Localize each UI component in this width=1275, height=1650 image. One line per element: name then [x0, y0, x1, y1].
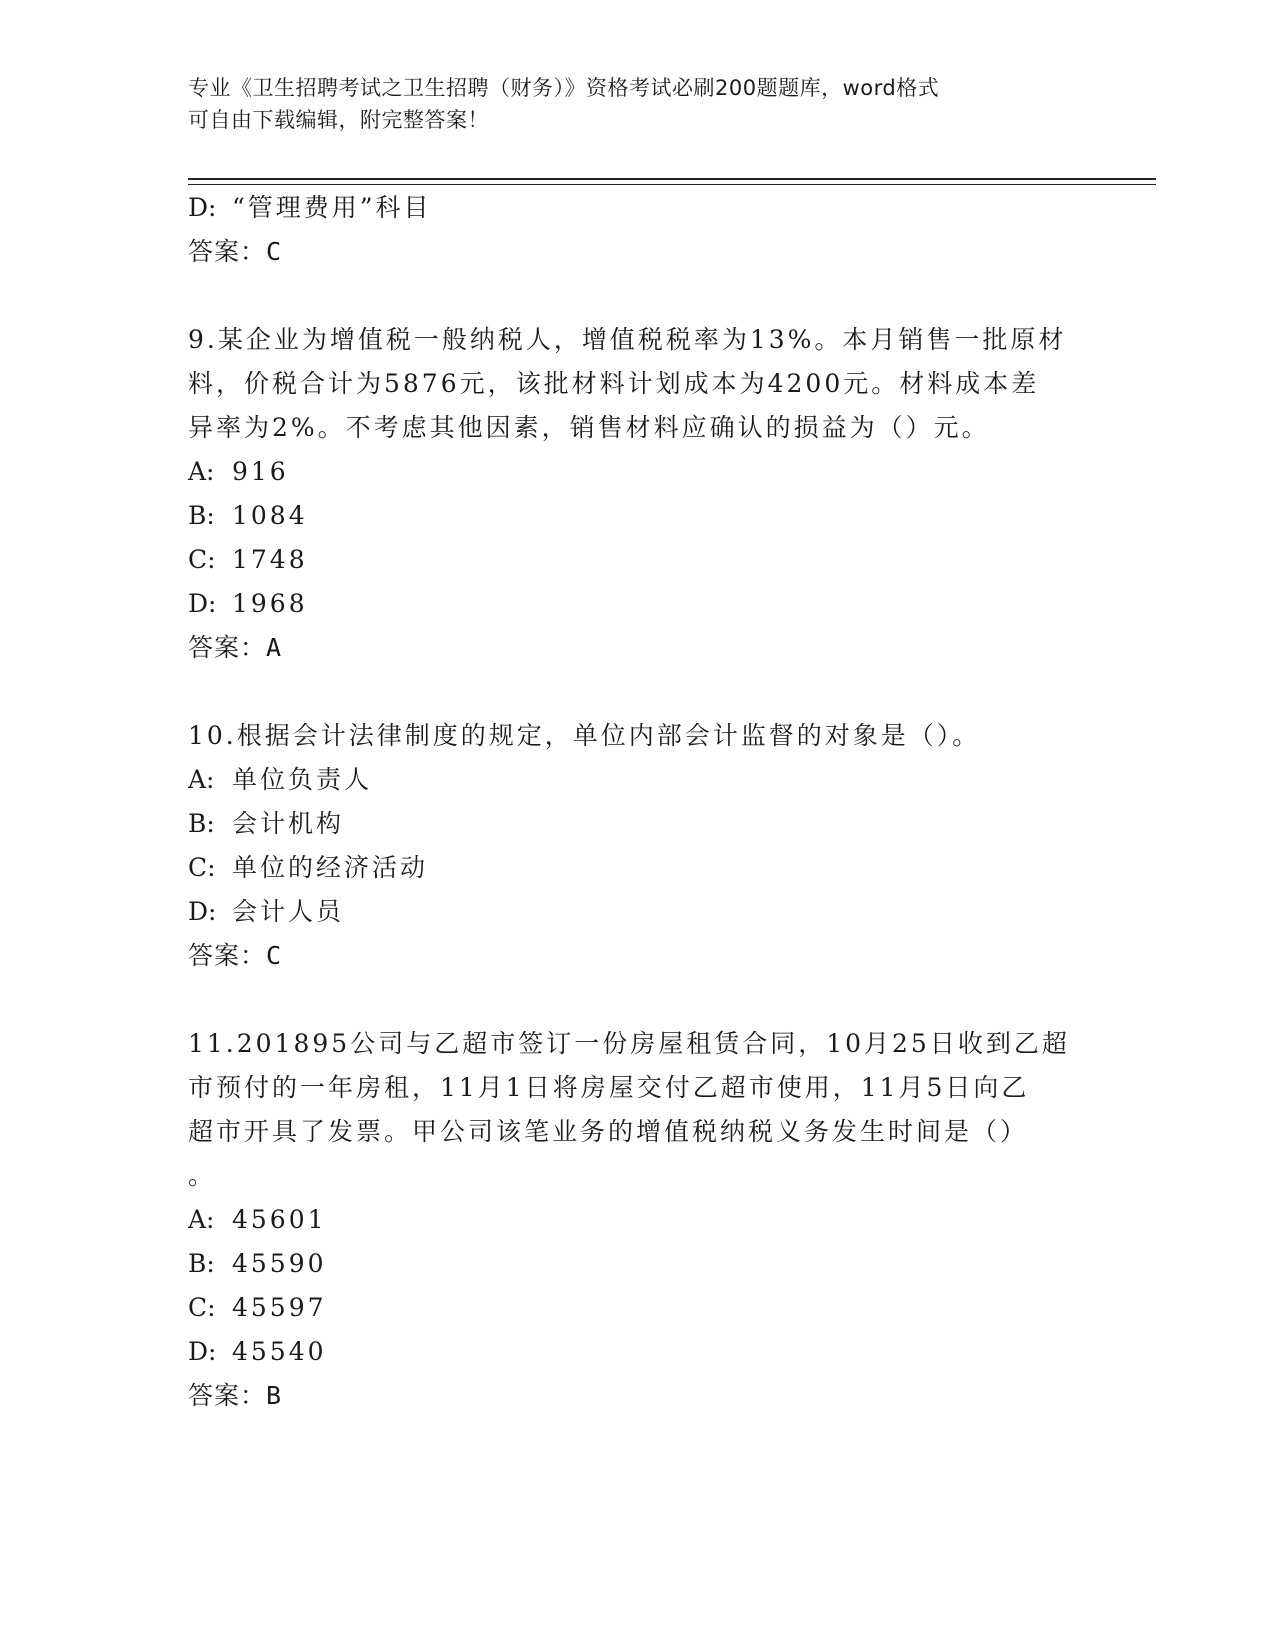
question-11-option-c: [188, 1293, 327, 1323]
option-text: 1084: [232, 501, 308, 530]
answer-label: 答案：: [188, 941, 267, 970]
option-key: C:: [188, 1293, 216, 1322]
option-text: 单位负责人: [232, 765, 373, 794]
option-key: C:: [188, 545, 216, 574]
document-header: [188, 72, 1088, 136]
option-text: 单位的经济活动: [232, 853, 429, 882]
question-10-option-d: [188, 897, 344, 927]
option-key: B:: [188, 1249, 215, 1278]
option-key: B:: [188, 809, 215, 838]
option-text: 会计人员: [232, 897, 345, 926]
question-11-line-4: 。: [188, 1161, 217, 1190]
question-11-answer: [188, 1381, 282, 1411]
option-text: 1748: [232, 545, 308, 574]
option-key: B:: [188, 501, 215, 530]
question-10-answer: [188, 941, 282, 971]
option-key: A:: [188, 765, 215, 794]
prev-option-d: [188, 193, 432, 223]
question-9-line-2: 料，价税合计为5876元，该批材料计划成本为4200元。材料成本差: [188, 369, 1040, 398]
question-11-line-2: 市预付的一年房租，11月1日将房屋交付乙超市使用，11月5日向乙: [188, 1073, 1030, 1102]
question-10-option-c: [188, 853, 428, 883]
question-11-line-1: 11.201895公司与乙超市签订一份房屋租赁合同，10月25日收到乙超: [188, 1029, 1070, 1058]
question-9-option-b: [188, 501, 308, 531]
option-text: “管理费用”科目: [232, 193, 432, 222]
question-9-line-3: 异率为2%。不考虑其他因素，销售材料应确认的损益为（）元。: [188, 413, 990, 442]
question-9-line-1: 9.某企业为增值税一般纳税人，增值税税率为13%。本月销售一批原材: [188, 325, 1067, 354]
answer-value: A: [266, 633, 283, 662]
option-text: 45540: [232, 1337, 327, 1366]
option-text: 1968: [232, 589, 308, 618]
option-text: 45601: [232, 1205, 327, 1234]
question-11-option-b: [188, 1249, 327, 1279]
question-11-option-d: [188, 1337, 327, 1367]
answer-value: C: [266, 237, 283, 266]
answer-label: 答案：: [188, 1381, 267, 1410]
option-key: D:: [188, 897, 217, 926]
header-line-1: 专业《卫生招聘考试之卫生招聘（财务）》资格考试必刷200题题库，word格式: [188, 76, 940, 100]
option-key: C:: [188, 853, 216, 882]
question-9-option-d: [188, 589, 308, 619]
question-9-option-c: [188, 545, 308, 575]
answer-label: 答案：: [188, 633, 267, 662]
answer-value: B: [266, 1381, 283, 1410]
option-key: D:: [188, 589, 217, 618]
header-divider-bottom: [188, 184, 1156, 185]
option-text: 45597: [232, 1293, 327, 1322]
option-text: 916: [232, 457, 289, 486]
question-10-option-a: [188, 765, 372, 795]
answer-value: C: [266, 941, 283, 970]
option-text: 45590: [232, 1249, 327, 1278]
option-text: 会计机构: [232, 809, 345, 838]
question-9-answer: [188, 633, 282, 663]
option-key: D:: [188, 1337, 217, 1366]
question-11-option-a: [188, 1205, 327, 1235]
prev-answer: [188, 237, 282, 267]
option-key: A:: [188, 1205, 215, 1234]
question-10-option-b: [188, 809, 344, 839]
question-11-line-3: 超市开具了发票。甲公司该笔业务的增值税纳税义务发生时间是（）: [188, 1117, 1029, 1146]
question-10-line-1: 10.根据会计法律制度的规定，单位内部会计监督的对象是（）。: [188, 721, 981, 750]
answer-label: 答案：: [188, 237, 267, 266]
header-divider-top: [188, 178, 1156, 180]
option-key: D:: [188, 193, 217, 222]
header-line-2: 可自由下载编辑，附完整答案！: [188, 108, 489, 132]
question-9-option-a: [188, 457, 289, 487]
option-key: A:: [188, 457, 215, 486]
